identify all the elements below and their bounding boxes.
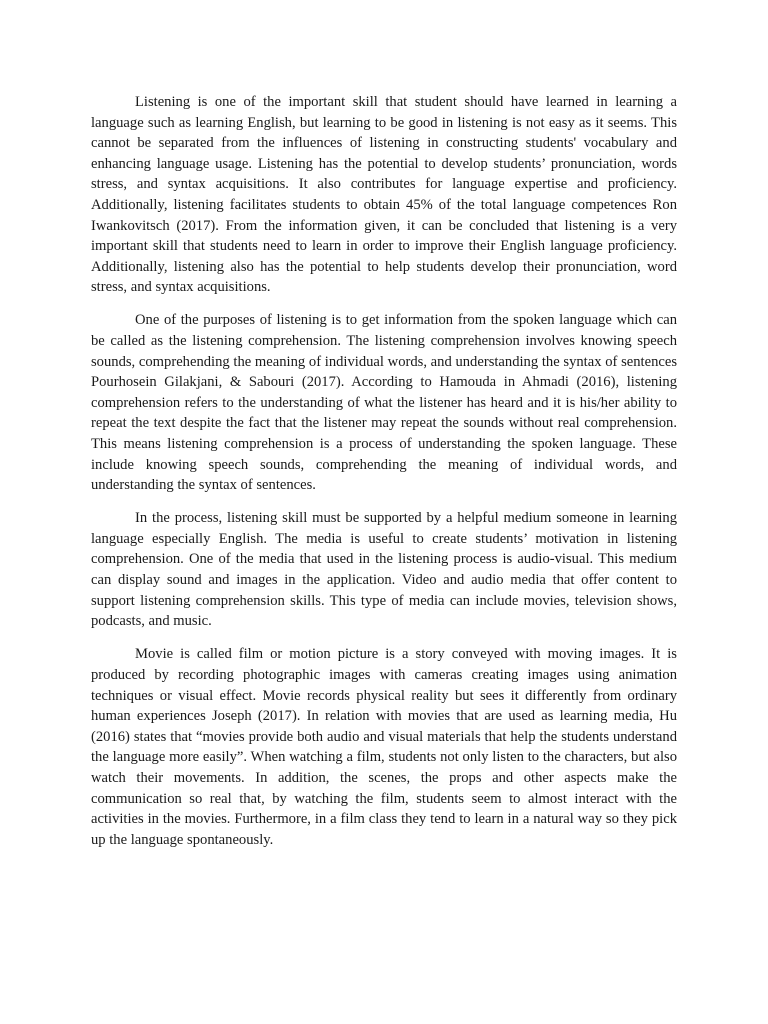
document-body [91, 92, 677, 863]
paragraph-movies: Movie is called film or motion picture is a story conveyed with moving images. It is produced by recording photographic images with cameras creating images using animation techniques or visual effect. Movie records physical reality but sees it differently from ordinary human experiences Joseph (2017). In relation with movies that are used as learning media, Hu (2016) states that “movies provide both audio and visual materials that help the students understand the language more easily”. When watching a film, students not only listen to the characters, but also watch their movements. In addition, the scenes, the props and other aspects make the communication so real that, by watching the film, students seem to almost interact with the activities in the movies. Furthermore, in a film class they tend to learn in a natural way so they pick up the language spontaneously. [91, 646, 677, 848]
paragraph-listening-comprehension: One of the purposes of listening is to get information from the spoken language which can be called as the listening comprehension. The listening comprehension involves knowing speech sounds, comprehending the meaning of individual words, and understanding the syntax of sentences Pourhosein Gilakjani, & Sabouri (2017). According to Hamouda in Ahmadi (2016), listening comprehension refers to the understanding of what the listener has heard and it is his/her ability to repeat the text despite the fact that the listener may repeat the sounds without real comprehension. This means listening comprehension is a process of understanding the spoken language. These include knowing speech sounds, comprehending the meaning of individual words, and understanding the syntax of sentences. [91, 312, 677, 494]
paragraph-listening-media: In the process, listening skill must be supported by a helpful medium someone in learning language especially English. The media is useful to create students’ motivation in listening comprehension. One of the media that used in the listening process is audio-visual. This medium can display sound and images in the application. Video and audio media that offer content to support listening comprehension skills. This type of media can include movies, television shows, podcasts, and music. [91, 510, 677, 630]
paragraph-listening-importance: Listening is one of the important skill that student should have learned in learning a language such as learning English, but learning to be good in listening is not easy as it seems. This cannot be separated from the influences of listening in constructing students' vocabulary and enhancing language usage. Listening has the potential to develop students’ pronunciation, words stress, and syntax acquisitions. It also contributes for language expertise and proficiency. Additionally, listening facilitates students to obtain 45% of the total language competences Ron Iwankovitsch (2017). From the information given, it can be concluded that listening is a very important skill that students need to learn in order to improve their English language proficiency. Additionally, listening also has the potential to help students develop their pronunciation, word stress, and syntax acquisitions. [91, 94, 677, 296]
